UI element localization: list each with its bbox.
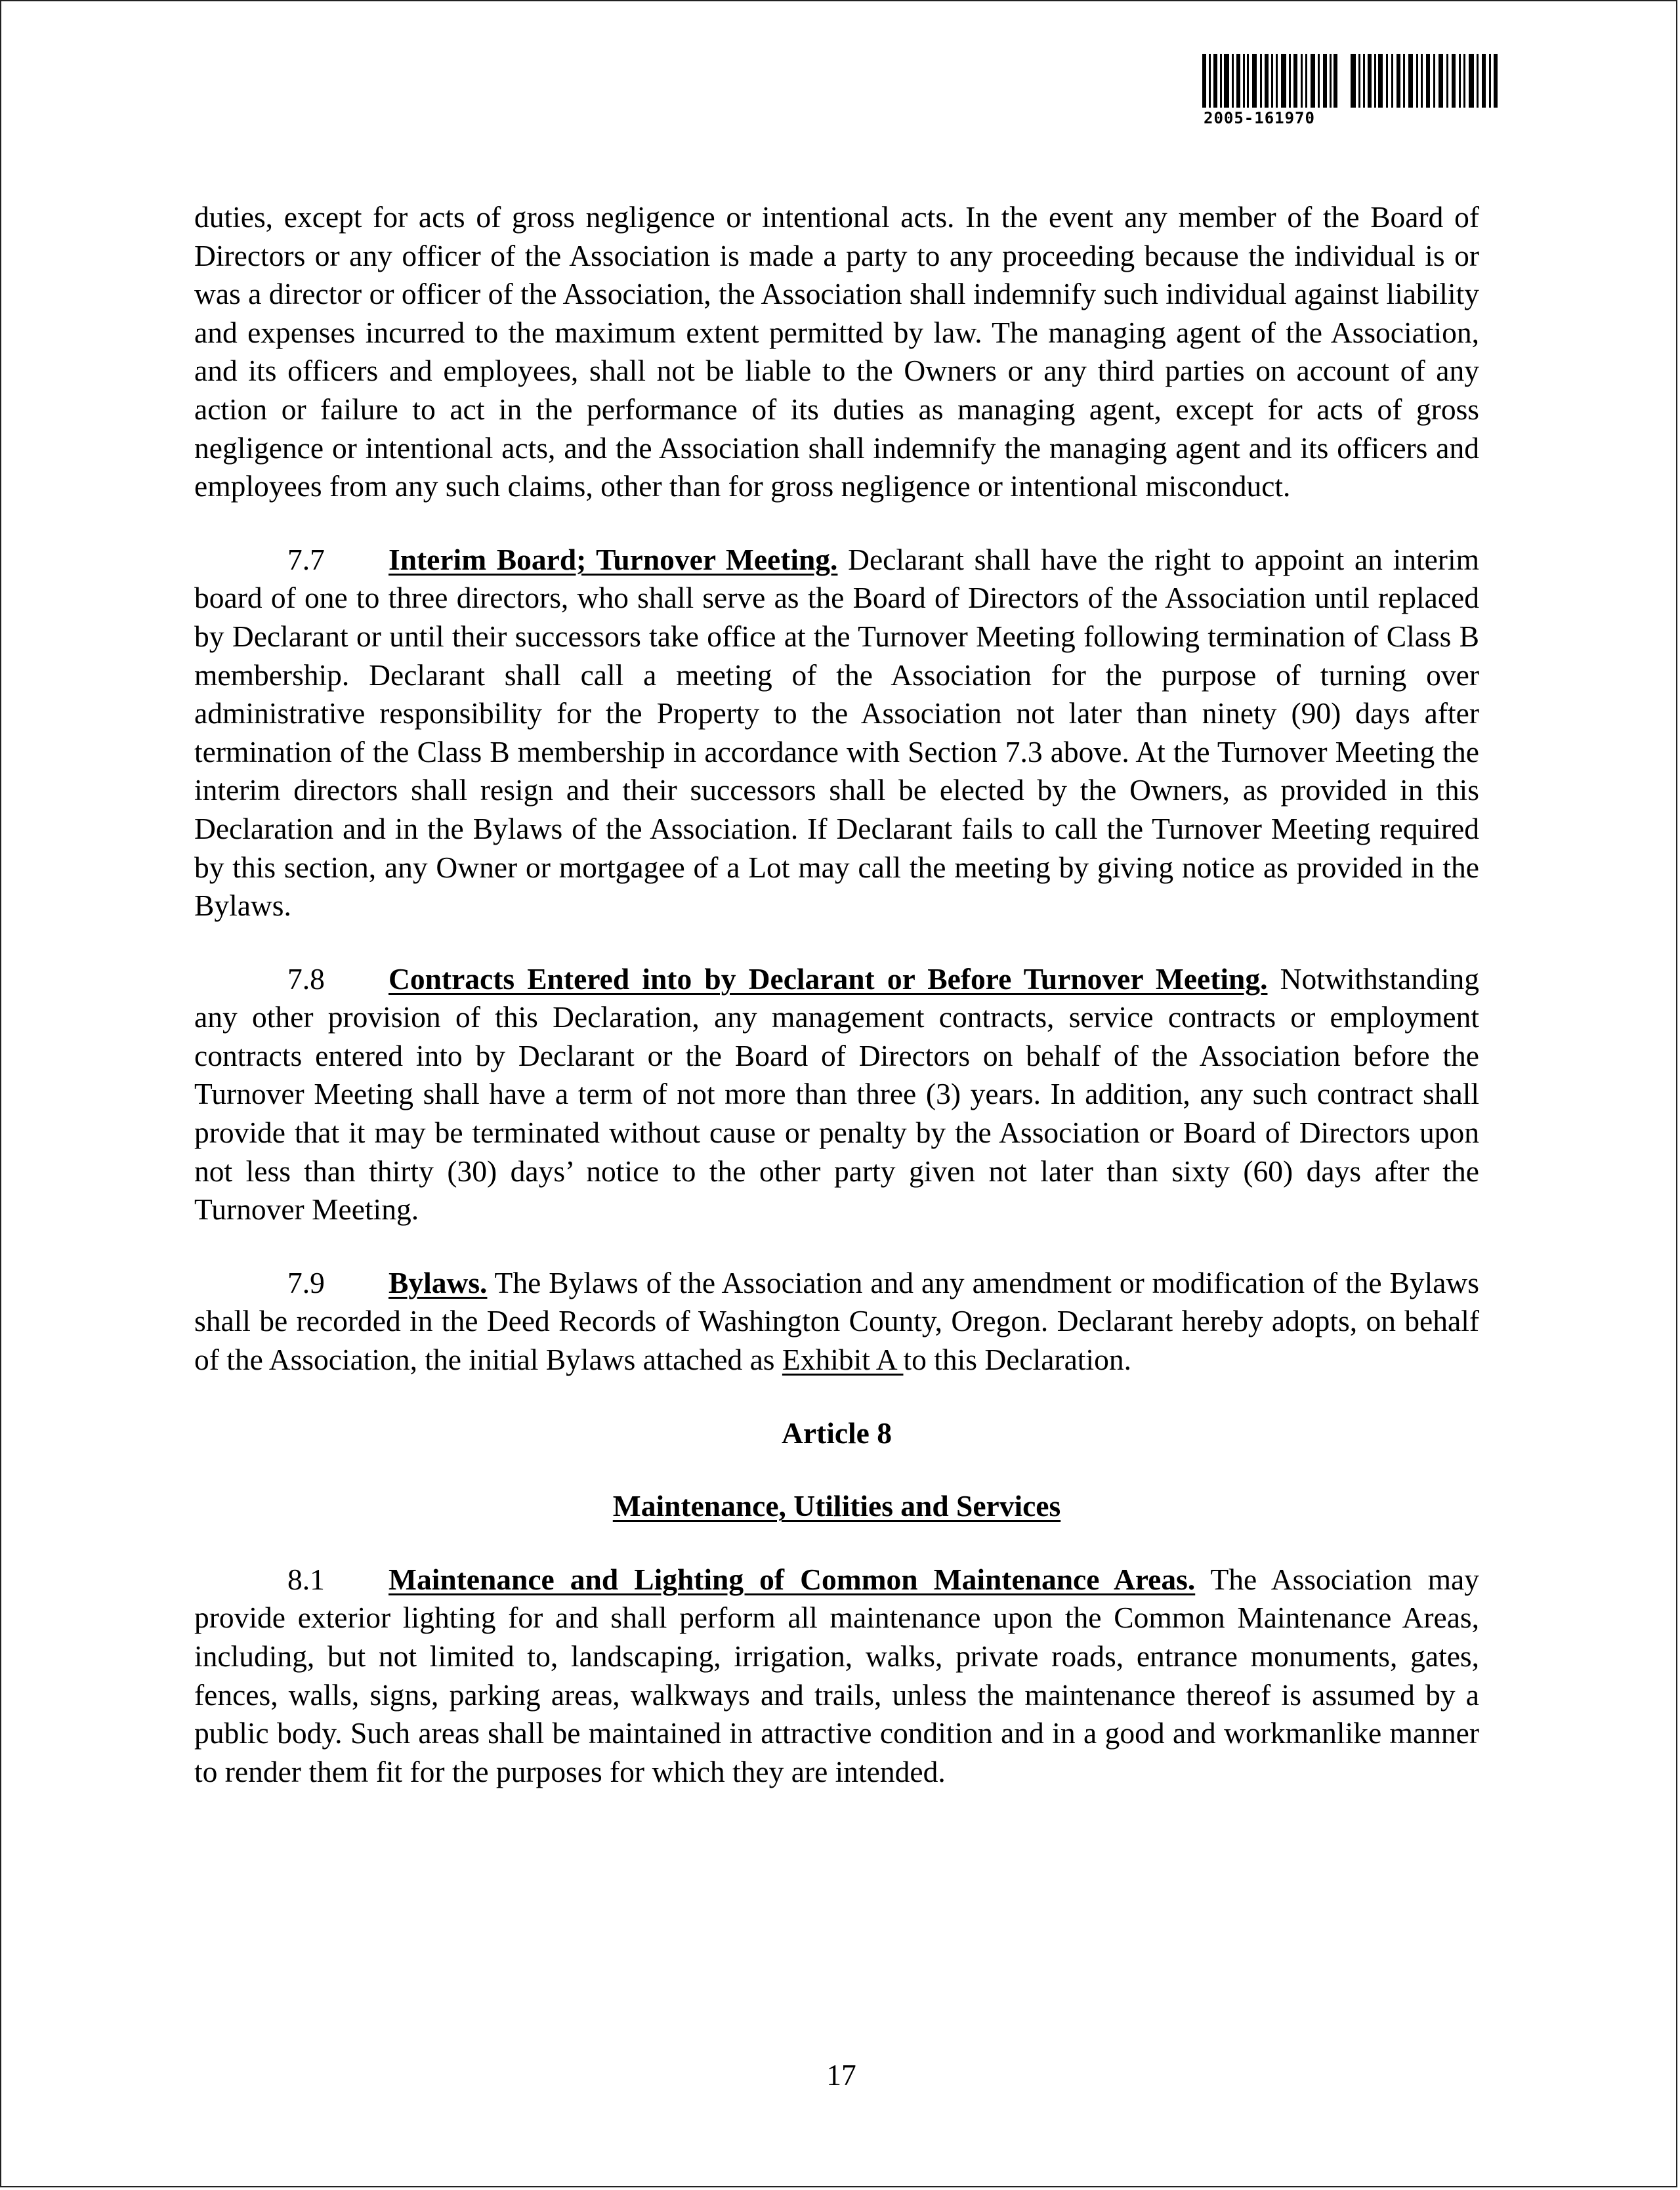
section-7-8	[194, 960, 1479, 1229]
article-subtitle	[194, 1487, 1479, 1526]
section-number: 7.8	[287, 961, 325, 996]
section-number: 7.9	[287, 1265, 325, 1299]
section-7-9	[194, 1264, 1479, 1379]
paragraph-continued: duties, except for acts of gross negligence or intentional acts. In the event any member of the Board of Directors or any officer of the Association is made a party to any proceeding because the individual is or was a director or officer of the Association, the Association shall indemnify such individual against liability and expenses incurred to the maximum extent permitted by law. The managing agent of the Association, and its officers and employees, shall not be liable to the Owners or any third parties on account of any action or failure to act in the performance of its duties as managing agent, except for acts of gross negligence or intentional acts, and the Association shall indemnify the managing agent and its officers and employees from any such claims, other than for gross negligence or intentional misconduct.	[194, 200, 1479, 503]
section-number: 7.7	[287, 542, 325, 576]
recording-barcode	[1202, 54, 1504, 133]
barcode-number: 2005-161970	[1204, 109, 1315, 127]
article-subtitle-text: Maintenance, Utilities and Services	[612, 1489, 1061, 1523]
article-title-text: Article 8	[781, 1416, 892, 1450]
section-number: 8.1	[287, 1562, 325, 1596]
section-body: Declarant shall have the right to appoint an interim board of one to three directors, who shall serve as the Board of Directors of the Association until replaced by Declarant or until their successors take office at the Turnover Meeting following termination of Class B membership. Declarant shall call a meeting of the Association for the purpose of turning over administrative responsibility for the Property to the Association not later than ninety (90) days after termination of the Class B membership in accordance with Section 7.3 above. At the Turnover Meeting the interim directors shall resign and their successors shall be elected by the Owners, as provided in this Declaration and in the Bylaws of the Association. If Declarant fails to call the Turnover Meeting required by this section, any Owner or mortgagee of a Lot may call the meeting by giving notice as provided in the Bylaws.	[194, 542, 1479, 923]
barcode-icon	[1202, 54, 1504, 108]
section-heading: Contracts Entered into by Declarant or Before Turnover Meeting.	[388, 961, 1268, 996]
article-title	[194, 1414, 1479, 1453]
section-heading: Maintenance and Lighting of Common Maintenance Areas.	[388, 1562, 1196, 1596]
section-heading: Interim Board; Turnover Meeting.	[388, 542, 838, 576]
section-body: The Bylaws of the Association and any amendment or modification of the Bylaws shall be recorded in the Deed Records of Washington County, Oregon. Declarant hereby adopts, on behalf of the Association, the initial Bylaws attached as	[194, 1265, 1479, 1377]
section-heading: Bylaws.	[388, 1265, 488, 1299]
section-body-end: to this Declaration.	[903, 1343, 1131, 1377]
section-7-7	[194, 541, 1479, 925]
document-body	[194, 198, 1479, 1791]
section-body: The Association may provide exterior lighting for and shall perform all maintenance upon the Common Maintenance Areas, including, but not limited to, landscaping, irrigation, walks, private roads, entrance monuments, gates, fences, walls, signs, parking areas, walkways and trails, unless the maintenance thereof is assumed by a public body. Such areas shall be maintained in attractive condition and in a good and workmanlike manner to render them fit for the purposes for which they are intended.	[194, 1562, 1479, 1788]
section-8-1	[194, 1561, 1479, 1792]
page-number: 17	[826, 2058, 856, 2092]
exhibit-reference: Exhibit A	[782, 1343, 904, 1377]
section-body: Notwithstanding any other provision of this Declaration, any management contracts, service contracts or employment contracts entered into by Declarant or the Board of Directors on behalf of the Association before the Turnover Meeting shall have a term of not more than three (3) years. In addition, any such contract shall provide that it may be terminated without cause or penalty by the Association or Board of Directors upon not less than thirty (30) days’ notice to the other party given not later than sixty (60) days after the Turnover Meeting.	[194, 961, 1479, 1227]
